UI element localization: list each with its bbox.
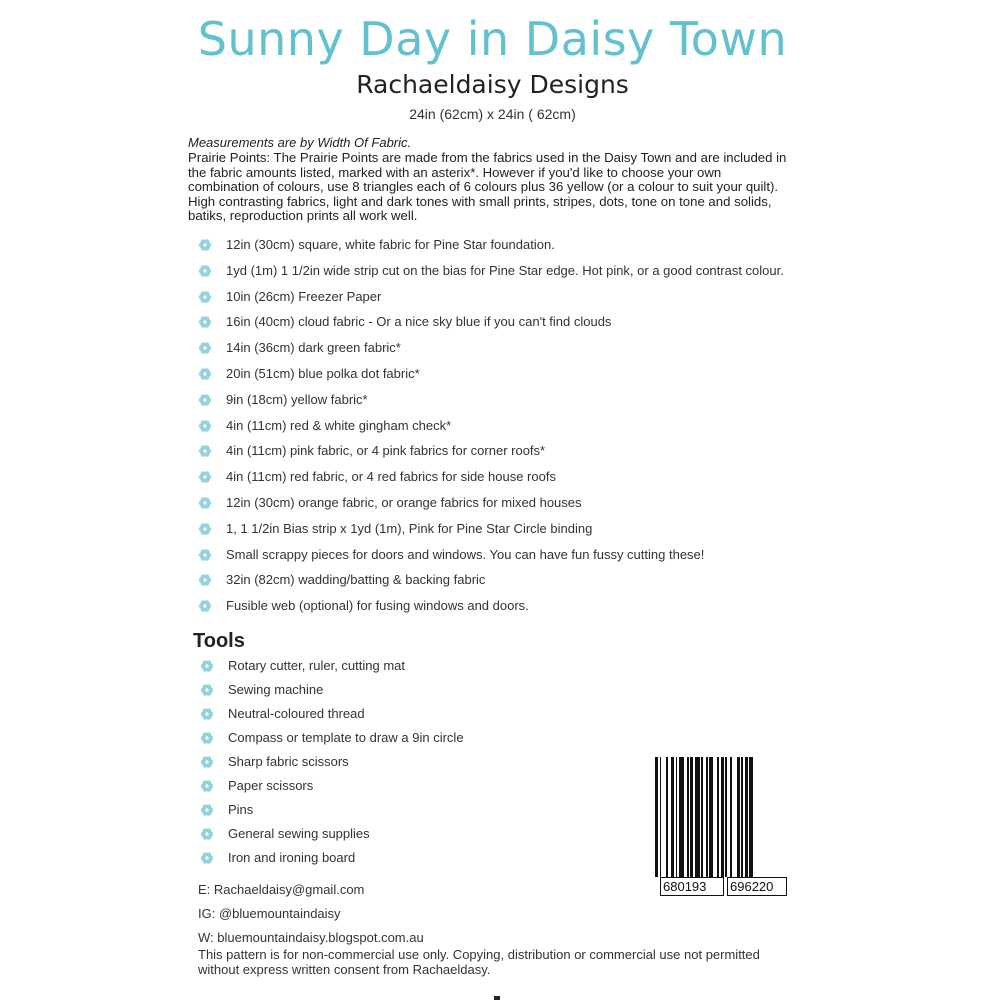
material-item [198, 495, 784, 521]
barcode-bar [717, 757, 719, 877]
material-item-text: 20in (51cm) blue polka dot fabric* [226, 365, 420, 381]
designer-name: Rachaeldaisy Designs [356, 70, 629, 99]
barcode-bar [676, 757, 678, 877]
barcode-bars [655, 757, 796, 877]
material-item [198, 392, 784, 418]
contact-website: W: bluemountaindaisy.blogspot.com.au [198, 930, 424, 945]
barcode-bar [671, 757, 674, 877]
material-item-text: 12in (30cm) orange fabric, or orange fabrics for mixed houses [226, 494, 582, 510]
material-item [198, 469, 784, 495]
tool-item [200, 826, 464, 850]
daisy-flower-icon [198, 522, 212, 536]
barcode-bar [721, 757, 724, 877]
daisy-flower-icon [198, 599, 212, 613]
tool-item [200, 850, 464, 874]
tool-item-text: Pins [228, 802, 254, 817]
daisy-flower-icon [200, 731, 214, 745]
barcode-left-digits: 680193 [660, 877, 724, 896]
barcode-bar [745, 757, 748, 877]
barcode-bar [725, 757, 727, 877]
quilt-size: 24in (62cm) x 24in ( 62cm) [409, 106, 576, 122]
daisy-flower-icon [200, 707, 214, 721]
measurement-note: Measurements are by Width Of Fabric. [188, 135, 412, 150]
material-item [198, 418, 784, 444]
material-item-text: 1, 1 1/2in Bias strip x 1yd (1m), Pink for Pine Star Circle binding [226, 520, 593, 536]
daisy-flower-icon [198, 444, 212, 458]
tool-item-text: Iron and ironing board [228, 850, 356, 865]
daisy-flower-icon [198, 496, 212, 510]
barcode-bar [709, 757, 712, 877]
tool-item-text: Compass or template to draw a 9in circle [228, 730, 464, 745]
daisy-flower-icon [198, 470, 212, 484]
daisy-flower-icon [198, 238, 212, 252]
daisy-flower-icon [200, 851, 214, 865]
material-item-text: Fusible web (optional) for fusing windows and doors. [226, 598, 529, 614]
barcode-bar [687, 757, 689, 877]
daisy-flower-icon [198, 264, 212, 278]
daisy-flower-icon [198, 393, 212, 407]
tool-item-text: Sewing machine [228, 682, 324, 697]
tool-item [200, 754, 464, 778]
material-item-text: 4in (11cm) pink fabric, or 4 pink fabrics for corner roofs* [226, 443, 546, 459]
tool-item [200, 682, 464, 706]
daisy-flower-icon [198, 419, 212, 433]
material-item-text: 10in (26cm) Freezer Paper [226, 288, 382, 304]
pattern-title: Sunny Day in Daisy Town [197, 12, 788, 66]
tool-item-text: General sewing supplies [228, 826, 370, 841]
material-item [198, 289, 784, 315]
barcode-bar [737, 757, 740, 877]
material-item [198, 547, 784, 573]
daisy-flower-icon [200, 659, 214, 673]
material-item [198, 366, 784, 392]
material-item-text: 1yd (1m) 1 1/2in wide strip cut on the bias for Pine Star edge. Hot pink, or a good contrast colour. [226, 262, 784, 278]
material-item-text: 16in (40cm) cloud fabric - Or a nice sky blue if you can't find clouds [226, 314, 612, 330]
tool-item [200, 802, 464, 826]
daisy-flower-icon [198, 290, 212, 304]
daisy-flower-icon [198, 315, 212, 329]
tool-item [200, 706, 464, 730]
material-item-text: 9in (18cm) yellow fabric* [226, 391, 368, 407]
tool-item-text: Neutral-coloured thread [228, 706, 365, 721]
daisy-flower-icon [200, 683, 214, 697]
material-item-text: 12in (30cm) square, white fabric for Pine Star foundation. [226, 237, 555, 252]
copyright-notice: This pattern is for non-commercial use only. Copying, distribution or commercial use not permitted without express written consent from Rachaeldasy. [198, 947, 760, 977]
daisy-flower-icon [198, 573, 212, 587]
tool-item-text: Paper scissors [228, 778, 314, 793]
material-item-text: Small scrappy pieces for doors and windows. You can have fun fussy cutting these! [226, 546, 705, 562]
daisy-flower-icon [198, 367, 212, 381]
contact-instagram: IG: @bluemountaindaisy [198, 906, 341, 921]
page-mark [494, 996, 500, 1000]
barcode-bar [679, 757, 684, 877]
barcode-bar [706, 757, 708, 877]
tool-item [200, 658, 464, 682]
material-item-text: 14in (36cm) dark green fabric* [226, 340, 401, 356]
daisy-flower-icon [200, 827, 214, 841]
material-item [198, 340, 784, 366]
barcode-right-digits: 696220 [727, 877, 787, 896]
barcode-bar [690, 757, 693, 877]
barcode-bar [701, 757, 703, 877]
material-item [198, 314, 784, 340]
prairie-points-note: Prairie Points: The Prairie Points are made from the fabrics used in the Daisy Town and are included in the fabric amounts listed, marked with an asterix*. However if you'd like to choose your own combination of colours, use 8 triangles each of 6 colours plus 36 yellow (or a colour to suit your quilt). High contrasting fabrics, light and dark tones with small prints, stripes, dots, tone on tone and solids, batiks, reproduction prints all work well. [188, 150, 787, 224]
material-item-text: 4in (11cm) red & white gingham check* [226, 417, 452, 433]
daisy-flower-icon [198, 548, 212, 562]
barcode [655, 757, 796, 895]
barcode-bar [730, 757, 732, 877]
material-item [198, 521, 784, 547]
tool-item-text: Rotary cutter, ruler, cutting mat [228, 658, 406, 673]
tool-item [200, 778, 464, 802]
material-item [198, 237, 784, 263]
barcode-bar [749, 757, 752, 877]
tool-item-text: Sharp fabric scissors [228, 754, 349, 769]
material-item-text: 32in (82cm) wadding/batting & backing fabric [226, 572, 486, 588]
tools-list [200, 658, 464, 874]
tool-item [200, 730, 464, 754]
barcode-bar [666, 757, 668, 877]
material-item [198, 572, 784, 598]
barcode-bar [695, 757, 700, 877]
daisy-flower-icon [200, 779, 214, 793]
daisy-flower-icon [200, 755, 214, 769]
daisy-flower-icon [198, 341, 212, 355]
material-item [198, 598, 784, 624]
barcode-bar [741, 757, 743, 877]
material-item [198, 443, 784, 469]
barcode-bar [655, 757, 658, 877]
material-item-text: 4in (11cm) red fabric, or 4 red fabrics for side house roofs [226, 469, 556, 485]
barcode-bar [660, 757, 662, 877]
daisy-flower-icon [200, 803, 214, 817]
contact-email: E: Rachaeldaisy@gmail.com [198, 882, 365, 897]
materials-list [198, 237, 784, 624]
tools-heading: Tools [193, 630, 245, 652]
material-item [198, 263, 784, 289]
